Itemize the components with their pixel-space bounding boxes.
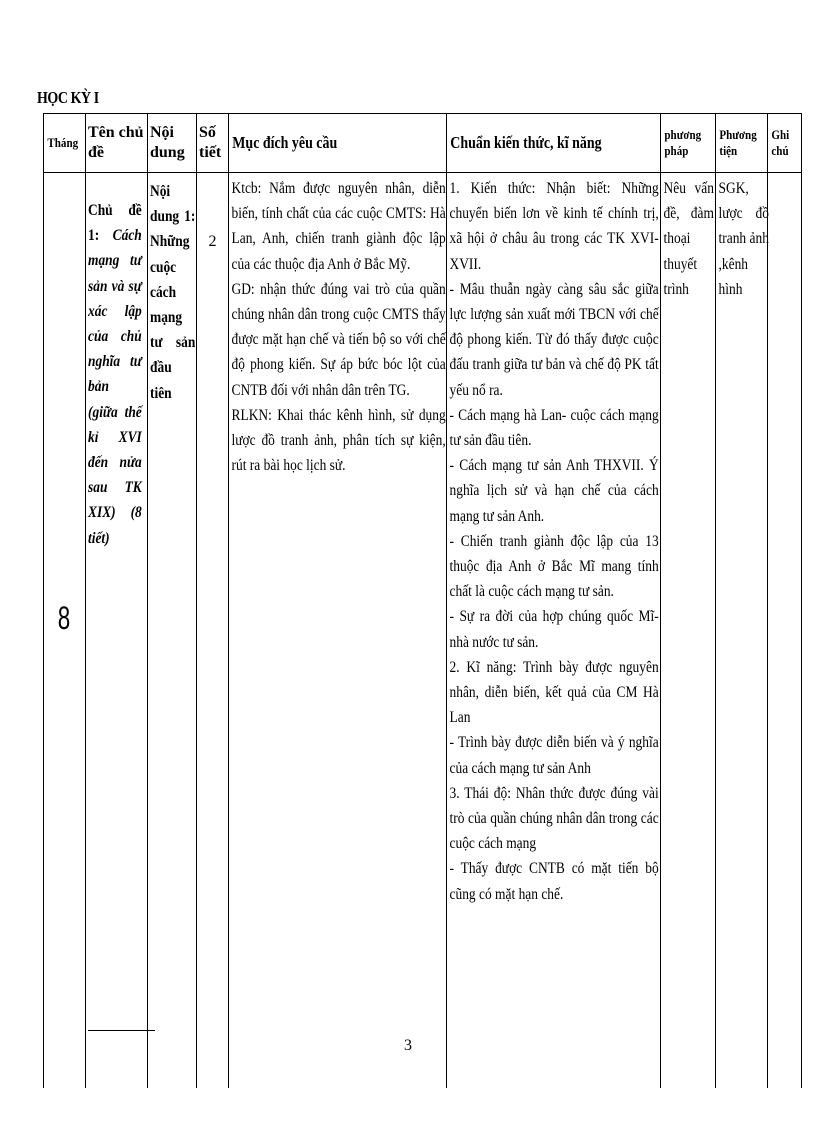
cell-knowledge — [447, 173, 661, 1089]
knowledge-item: 2. Kĩ năng: Trình bày được nguyên nhân, diễn biến, kết quả của CM Hà Lan — [449, 658, 659, 727]
means-text: SGK, lược đồ tranh ảnh ,kênh hình — [718, 180, 769, 298]
page-number: 3 — [404, 1037, 412, 1054]
cell-notes — [768, 173, 802, 1089]
topic-label: Chủ đề 1: — [88, 202, 142, 245]
cell-topic — [86, 173, 148, 1089]
purpose-paragraph: RLKN: Khai thác kênh hình, sử dụng lược đồ tranh ảnh, phân tích sự kiện, rút ra bài học lịch sử. — [231, 406, 446, 475]
curriculum-table — [43, 113, 802, 1088]
header-notes: Ghi chú — [768, 114, 802, 173]
table-header-row — [44, 114, 802, 173]
header-means: Phương tiện — [716, 114, 768, 173]
purpose-paragraph: Ktcb: Nắm được nguyên nhân, diễn biến, tính chất của các cuộc CMTS: Hà Lan, Anh, chiến tranh giành độc lập của các thuộc địa Anh ở Bắc Mỹ. — [231, 180, 446, 273]
cell-method — [661, 173, 716, 1089]
header-knowledge: Chuẩn kiến thức, kĩ năng — [447, 114, 661, 173]
knowledge-item: - Cách mạng hà Lan- cuộc cách mạng tư sản đầu tiên. — [449, 406, 659, 450]
content-title: Những cuộc cách mạng tư sản đầu tiên — [150, 233, 196, 402]
cell-sessions — [197, 173, 229, 1089]
header-sessions: Số tiết — [197, 114, 229, 173]
cell-purpose — [229, 173, 447, 1089]
header-month: Tháng — [44, 114, 86, 173]
knowledge-item: - Trình bày được diễn biến và ý nghĩa của cách mạng tư sản Anh — [449, 734, 659, 777]
table-row — [44, 173, 802, 1089]
knowledge-item: 1. Kiến thức: Nhận biết: Những chuyển biến lơn về kinh tế chính trị, xã hội ở châu âu trong các TK XVI- XVII. — [449, 180, 659, 273]
header-content: Nội dung — [148, 114, 197, 173]
knowledge-item: - Thấy được CNTB có mặt tiến bộ cũng có mặt hạn chế. — [449, 860, 659, 903]
content-label: Nội dung 1: — [150, 183, 196, 226]
semester-title: HỌC KỲ I — [37, 88, 99, 107]
purpose-paragraph: GD: nhận thức đúng vai trò của quần chúng nhân dân trong cuộc CMTS thấy được mặt hạn chế và tiến bộ so với chế độ phong kiến. Sự áp bức bóc lột của CNTB đối với nhân dân trên TG. — [231, 280, 446, 399]
knowledge-item: - Chiến tranh giành độc lập của 13 thuộc địa Anh ở Bắc Mĩ mang tính chất là cuộc cách mạng tư sản. — [449, 532, 659, 601]
header-method: phương pháp — [661, 114, 716, 173]
topic-sessions: (8 tiết) — [88, 504, 142, 547]
cell-content — [148, 173, 197, 1089]
knowledge-item: - Sự ra đời của hợp chúng quốc Mĩ- nhà nước tư sản. — [449, 608, 659, 651]
method-text: Nêu vấn đề, đàm thoại thuyết trình — [663, 180, 714, 298]
knowledge-item: 3. Thái độ: Nhân thức được đúng vài trò của quần chúng nhân dân trong các cuộc cách mạng — [449, 784, 659, 853]
header-topic: Tên chủ đề — [86, 114, 148, 173]
sessions-count: 2 — [208, 233, 217, 250]
knowledge-item: - Mâu thuẫn ngày càng sâu sắc giữa lực lượng sản xuất mới TBCN với chế độ phong kiến. Từ đó thấy được cuộc đấu tranh giữa tư bản và chế độ PK tất yếu nổ ra. — [449, 280, 659, 399]
topic-title: Cách mạng tư sản và sự xác lập của chủ nghĩa tư bản (giữa thế kỉ XVI đến nửa sau TK XIX) — [88, 227, 142, 522]
cell-means — [716, 173, 768, 1089]
month-number: 8 — [57, 600, 71, 636]
knowledge-item: - Cách mạng tư sản Anh THXVII. Ý nghĩa lịch sử và hạn chế của cách mạng tư sản Anh. — [449, 457, 659, 525]
header-purpose: Mục đích yêu cầu — [229, 114, 447, 173]
topic-underline — [88, 1030, 155, 1031]
